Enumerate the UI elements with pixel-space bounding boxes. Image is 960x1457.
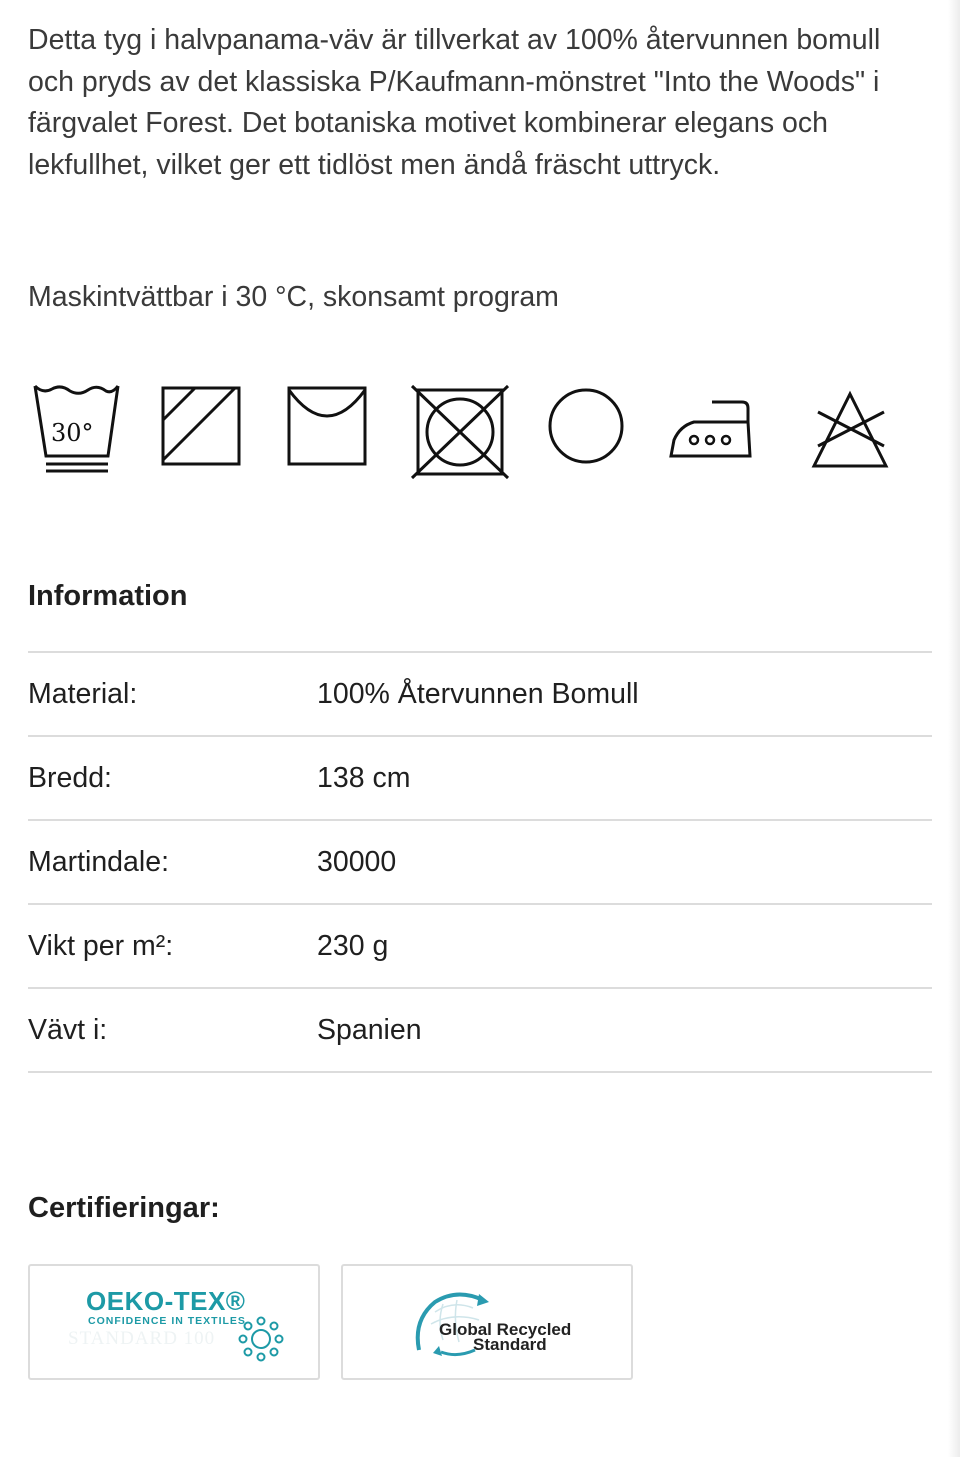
oeko-tex-tagline: CONFIDENCE IN TEXTILES xyxy=(88,1315,246,1327)
woven-in-label: Vävt i: xyxy=(28,1013,108,1046)
global-recycled-standard-card[interactable] xyxy=(341,1264,633,1380)
table-row xyxy=(28,651,932,735)
grs-name-line2: Standard xyxy=(473,1335,547,1354)
oeko-tex-certification-card[interactable] xyxy=(28,1264,320,1380)
care-symbols-row xyxy=(28,380,932,480)
grs-name-line1: Global Recycled xyxy=(439,1320,572,1339)
table-row xyxy=(28,903,932,987)
martindale-value: 30000 xyxy=(317,845,397,878)
do-not-tumble-dry-icon xyxy=(410,380,510,480)
information-heading: Information xyxy=(28,580,188,612)
wash-temperature-label: 30° xyxy=(51,419,94,447)
iron-high-heat-icon xyxy=(668,380,758,480)
dry-clean-icon xyxy=(546,380,628,480)
material-value: 100% Återvunnen Bomull xyxy=(317,677,639,710)
martindale-label: Martindale: xyxy=(28,845,169,878)
certifications-heading: Certifieringar: xyxy=(28,1192,220,1224)
width-value: 138 cm xyxy=(317,761,411,794)
product-description: Detta tyg i halvpanama-väv är tillverkat av 100% återvunnen bomull och pryds av det klassiska P/Kaufmann-mönstret "Into the Woods" i färgvalet Forest. Det botaniska motivet kombinerar elegans och lekfullhet, vilket ger ett tidlöst men ändå fräscht uttryck. xyxy=(28,24,881,181)
weight-value: 230 g xyxy=(317,929,389,962)
dry-flat-in-shade-icon xyxy=(160,380,242,480)
material-label: Material: xyxy=(28,677,138,710)
wash-30-gentle-icon xyxy=(32,380,122,480)
table-row xyxy=(28,819,932,903)
table-row xyxy=(28,735,932,819)
grs-name xyxy=(439,1322,571,1352)
information-table xyxy=(28,651,932,1073)
weight-label: Vikt per m²: xyxy=(28,929,174,962)
care-instructions-text: Maskintvättbar i 30 °C, skonsamt program xyxy=(28,281,559,313)
oeko-tex-standard-watermark: STANDARD 100 xyxy=(68,1328,216,1349)
do-not-bleach-icon xyxy=(810,380,890,480)
line-dry-icon xyxy=(286,380,368,480)
scroll-edge-shadow xyxy=(948,0,960,1457)
oeko-tex-name: OEKO-TEX® xyxy=(86,1286,246,1316)
width-label: Bredd: xyxy=(28,761,112,794)
table-row xyxy=(28,987,932,1073)
woven-in-value: Spanien xyxy=(317,1013,422,1046)
oeko-tex-emblem-icon xyxy=(238,1316,284,1362)
